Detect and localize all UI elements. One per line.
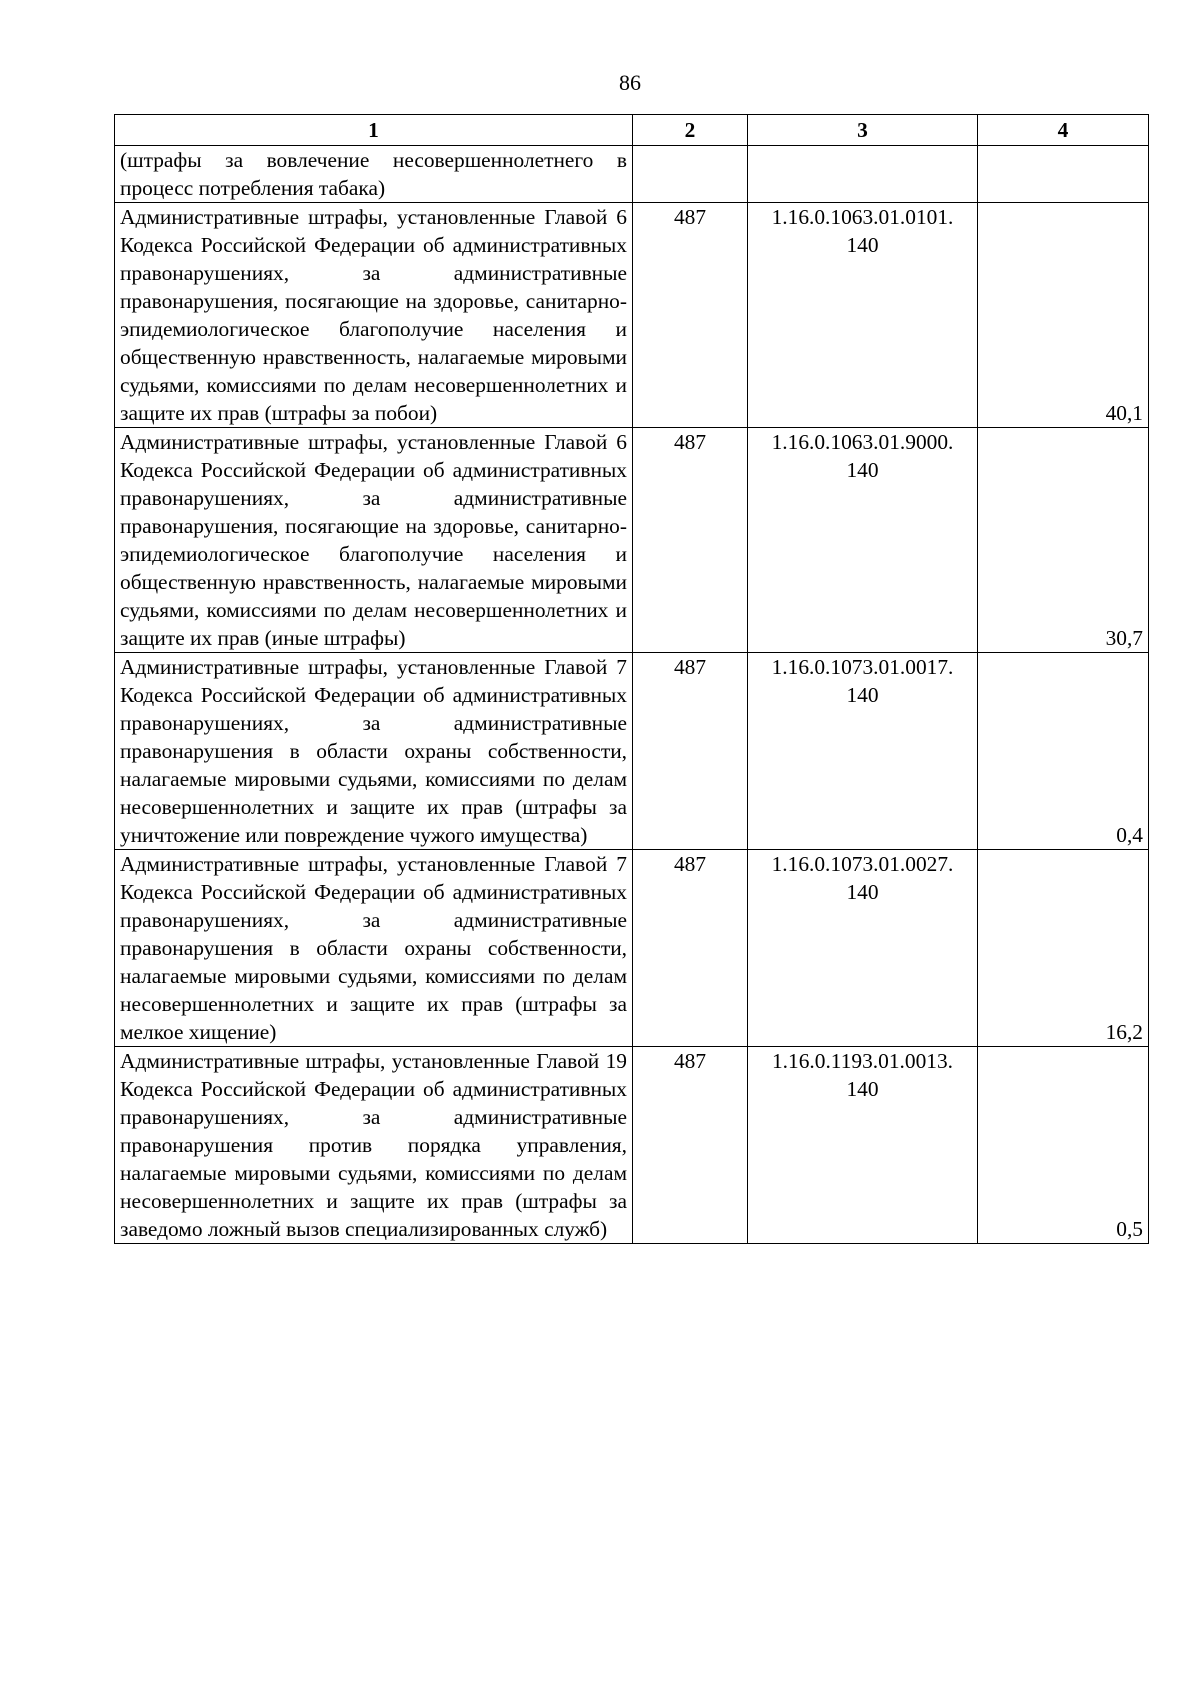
row-budget-code — [748, 850, 978, 1047]
table-row — [115, 203, 1149, 428]
row-amount: 30,7 — [978, 428, 1149, 653]
column-header-3: 3 — [748, 115, 978, 146]
budget-code-line-1: 1.16.0.1073.01.0017. — [771, 655, 954, 679]
budget-code-line-2: 140 — [846, 880, 879, 904]
row-description: Административные штрафы, установленные Главой 7 Кодекса Российской Федерации об административных правонарушениях, за административные правонарушения в области охраны собственности, налагаемые мировыми судьями, комиссиями по делам несовершеннолетних и защите их прав (штрафы за уничтожение или повреждение чужого имущества) — [115, 653, 633, 850]
column-header-2: 2 — [633, 115, 748, 146]
budget-code-line-1: 1.16.0.1193.01.0013. — [771, 1049, 954, 1073]
row-admin-code: 487 — [633, 653, 748, 850]
page-number: 86 — [619, 70, 641, 95]
row-amount: 0,4 — [978, 653, 1149, 850]
budget-code-line-2: 140 — [846, 1077, 879, 1101]
budget-code-line-2: 140 — [846, 683, 879, 707]
row-amount — [978, 146, 1149, 203]
row-budget-code — [748, 203, 978, 428]
table-row — [115, 146, 1149, 203]
budget-code-line-1: 1.16.0.1063.01.0101. — [771, 205, 954, 229]
budget-code-line-1: 1.16.0.1063.01.9000. — [771, 430, 954, 454]
row-admin-code: 487 — [633, 203, 748, 428]
row-description: (штрафы за вовлечение несовершеннолетнего в процесс потребления табака) — [115, 146, 633, 203]
row-budget-code — [748, 1047, 978, 1244]
row-admin-code — [633, 146, 748, 203]
header-row — [115, 115, 1149, 146]
row-admin-code: 487 — [633, 428, 748, 653]
table-row — [115, 850, 1149, 1047]
row-admin-code: 487 — [633, 1047, 748, 1244]
table-row — [115, 1047, 1149, 1244]
row-description: Административные штрафы, установленные Главой 7 Кодекса Российской Федерации об административных правонарушениях, за административные правонарушения в области охраны собственности, налагаемые мировыми судьями, комиссиями по делам несовершеннолетних и защите их прав (штрафы за мелкое хищение) — [115, 850, 633, 1047]
row-budget-code — [748, 653, 978, 850]
row-amount: 16,2 — [978, 850, 1149, 1047]
column-header-1: 1 — [115, 115, 633, 146]
row-admin-code: 487 — [633, 850, 748, 1047]
table-row — [115, 653, 1149, 850]
budget-table — [114, 114, 1149, 1244]
row-amount: 40,1 — [978, 203, 1149, 428]
row-budget-code — [748, 146, 978, 203]
budget-code-line-2: 140 — [846, 458, 879, 482]
row-amount: 0,5 — [978, 1047, 1149, 1244]
row-description: Административные штрафы, установленные Главой 6 Кодекса Российской Федерации об административных правонарушениях, за административные правонарушения, посягающие на здоровье, санитарно-эпидемиологическое благополучие населения и общественную нравственность, налагаемые мировыми судьями, комиссиями по делам несовершеннолетних и защите их прав (иные штрафы) — [115, 428, 633, 653]
row-budget-code — [748, 428, 978, 653]
row-description: Административные штрафы, установленные Главой 19 Кодекса Российской Федерации об административных правонарушениях, за административные правонарушения против порядка управления, налагаемые мировыми судьями, комиссиями по делам несовершеннолетних и защите их прав (штрафы за заведомо ложный вызов специализированных служб) — [115, 1047, 633, 1244]
budget-code-line-1: 1.16.0.1073.01.0027. — [771, 852, 954, 876]
column-header-4: 4 — [978, 115, 1149, 146]
row-description: Административные штрафы, установленные Главой 6 Кодекса Российской Федерации об административных правонарушениях, за административные правонарушения, посягающие на здоровье, санитарно-эпидемиологическое благополучие населения и общественную нравственность, налагаемые мировыми судьями, комиссиями по делам несовершеннолетних и защите их прав (штрафы за побои) — [115, 203, 633, 428]
table-row — [115, 428, 1149, 653]
budget-code-line-2: 140 — [846, 233, 879, 257]
